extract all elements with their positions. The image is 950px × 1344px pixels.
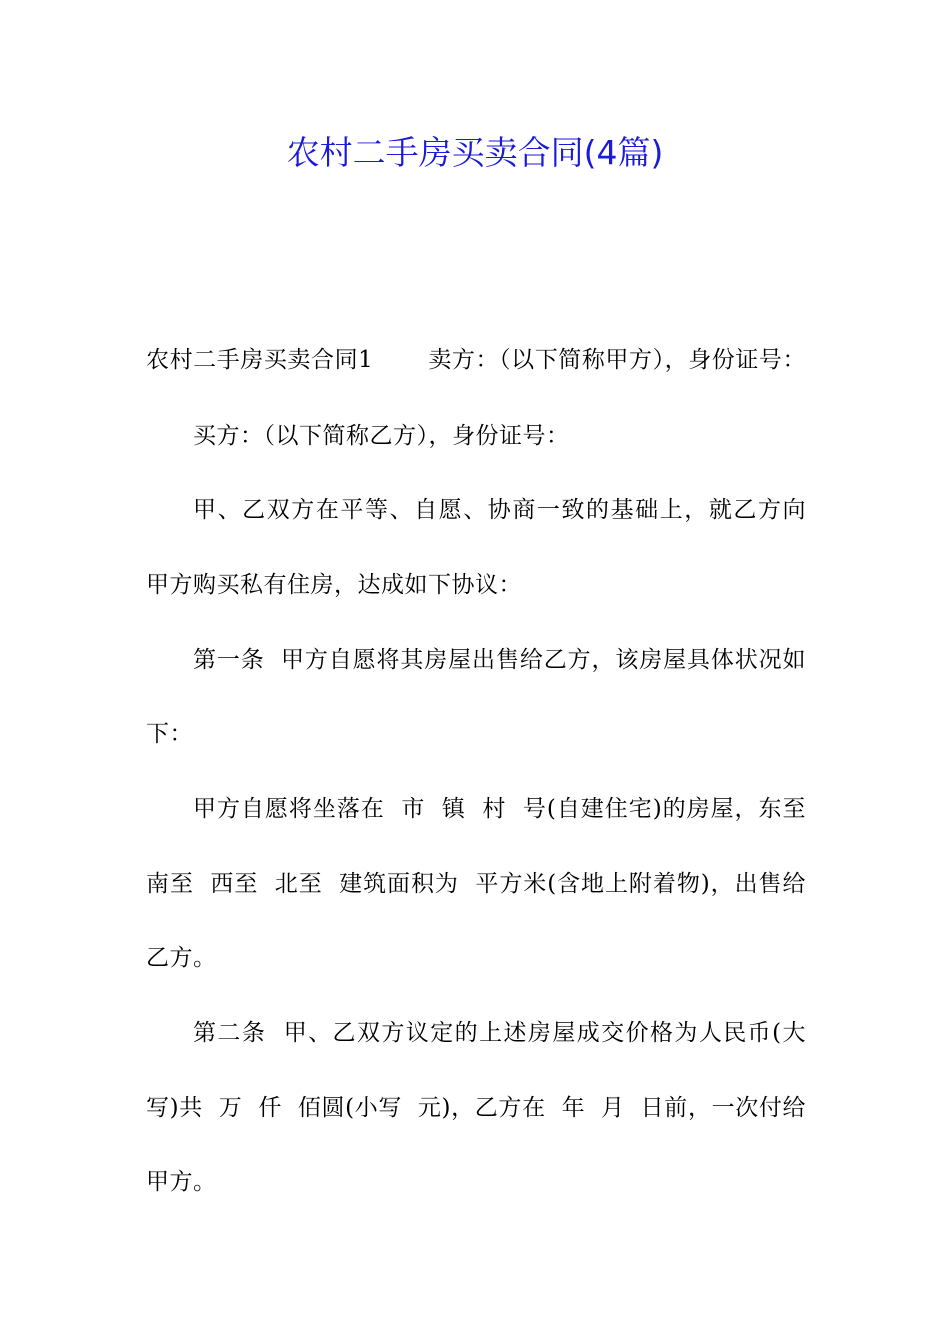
paragraph-line-11: 写)共 万 仟 佰圆(小写 元)，乙方在 年 月 日前，一次付给 — [146, 1095, 806, 1121]
paragraph-line-9: 乙方。 — [146, 945, 217, 971]
paragraph-line-10: 第二条 甲、乙双方议定的上述房屋成交价格为人民币(大 — [193, 1020, 806, 1046]
paragraph-line-2: 买方：（以下简称乙方），身份证号： — [193, 423, 570, 449]
paragraph-line-3: 甲、乙双方在平等、自愿、协商一致的基础上，就乙方向 — [193, 497, 806, 523]
paragraph-line-12: 甲方。 — [146, 1169, 217, 1195]
paragraph-line-7: 甲方自愿将坐落在 市 镇 村 号(自建住宅)的房屋，东至 — [193, 796, 806, 822]
paragraph-line-5: 第一条 甲方自愿将其房屋出售给乙方，该房屋具体状况如 — [193, 647, 806, 673]
paragraph-line-6: 下： — [146, 721, 193, 747]
paragraph-line-4: 甲方购买私有住房，达成如下协议： — [146, 572, 522, 598]
paragraph-line-1: 农村二手房买卖合同1 卖方：（以下简称甲方），身份证号： — [146, 347, 806, 373]
paragraph-line-8: 南至 西至 北至 建筑面积为 平方米(含地上附着物)，出售给 — [146, 871, 806, 897]
document-title: 农村二手房买卖合同(4篇) — [286, 133, 664, 172]
